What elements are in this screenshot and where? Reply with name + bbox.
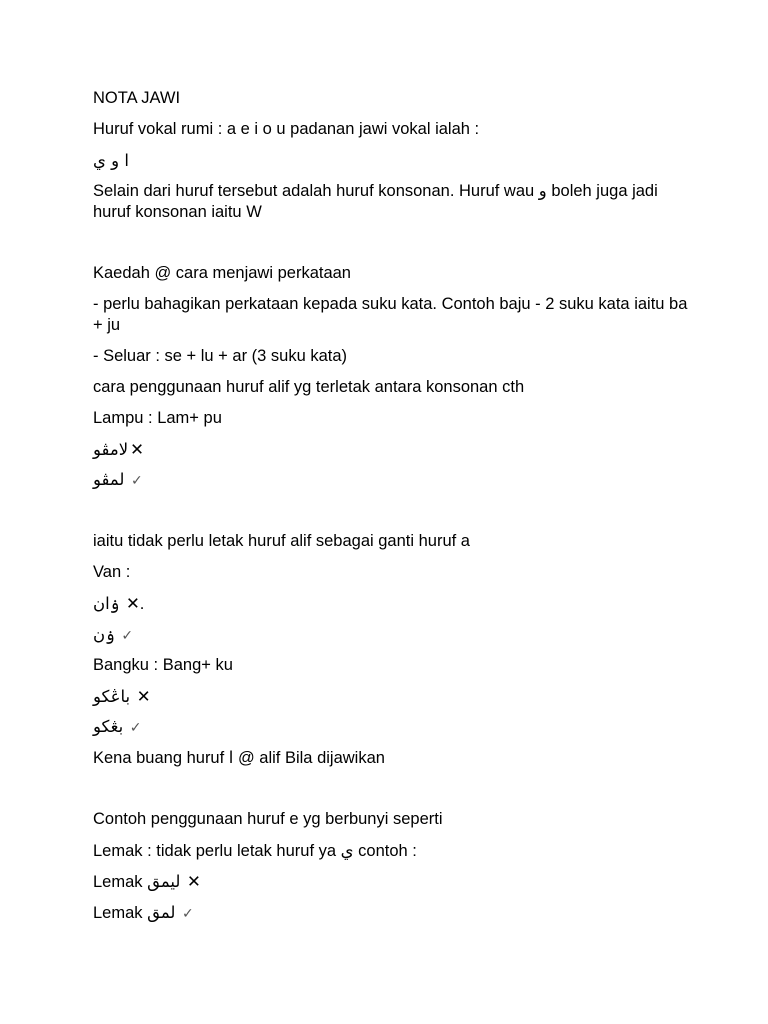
document-title: NOTA JAWI — [93, 89, 181, 107]
cross-icon: ✕ — [187, 872, 201, 891]
check-icon: ✓ — [182, 906, 194, 922]
bangku-label: Bangku : Bang+ ku — [93, 656, 233, 674]
jawi-bangku-wrong: باڠكو — [93, 687, 131, 706]
cross-icon: ✕ — [136, 687, 151, 706]
alif-rule: cara penggunaan huruf alif yg terletak antara konsonan cth — [93, 378, 525, 396]
jawi-lampu-right: لمڤو — [93, 470, 125, 489]
lampu-right-row — [93, 469, 693, 492]
no-alif-note: iaitu tidak perlu letak huruf alif sebagai ganti huruf a — [93, 532, 470, 550]
check-icon: ✓ — [121, 628, 134, 644]
cross-icon: ✕ — [125, 594, 140, 613]
consonant-note-part1: Selain dari huruf tersebut adalah huruf konsonan. Huruf wau — [93, 182, 539, 200]
lemak-right-row — [93, 902, 693, 925]
method-heading: Kaedah @ cara menjawi perkataan — [93, 264, 351, 282]
lemak-wrong-label: Lemak — [93, 873, 148, 891]
consonant-note-part2: boleh juga jadi huruf konsonan iaitu W — [93, 182, 658, 221]
check-icon: ✓ — [129, 720, 142, 736]
cross-icon: ✕ — [130, 440, 144, 459]
van-wrong-suffix: . — [139, 595, 145, 613]
bangku-wrong-row — [93, 686, 693, 708]
check-icon: ✓ — [131, 473, 143, 489]
lemak-wrong-row — [93, 871, 693, 893]
vowel-letters — [93, 150, 693, 172]
jawi-bangku-right: بڠكو — [93, 717, 124, 736]
rule-syllable: - perlu bahagikan perkataan kepada suku kata. Contoh baju - 2 suku kata iaitu ba + ju — [93, 295, 688, 334]
vowel-intro: Huruf vokal rumi : a e i o u padanan jawi vokal ialah : — [93, 120, 480, 138]
lampu-label: Lampu : Lam+ pu — [93, 409, 222, 427]
lemak-right-label: Lemak — [93, 904, 148, 922]
jawi-alif: ا — [228, 748, 234, 767]
drop-alif-part1: Kena buang huruf — [93, 749, 229, 767]
drop-alif-part2: @ alif Bila dijawikan — [233, 749, 385, 767]
lampu-wrong-row — [93, 439, 693, 461]
rule-seluar: - Seluar : se + lu + ar (3 suku kata) — [93, 347, 348, 365]
van-label: Van : — [93, 563, 131, 581]
jawi-ya: ي — [340, 841, 354, 860]
van-right-row — [93, 624, 693, 647]
consonant-note — [93, 180, 693, 223]
bangku-right-row — [93, 716, 693, 739]
lemak-rule-part1: Lemak : tidak perlu letak huruf ya — [93, 842, 341, 860]
lemak-rule — [93, 840, 693, 862]
jawi-wau: و — [538, 181, 547, 200]
jawi-lampu-wrong: لامڤو — [93, 440, 129, 459]
e-heading: Contoh penggunaan huruf e yg berbunyi seperti — [93, 810, 443, 828]
drop-alif-note — [93, 747, 693, 769]
jawi-lemak-right: لمق — [147, 903, 176, 922]
lemak-rule-part2: contoh : — [353, 842, 417, 860]
van-wrong-row — [93, 593, 693, 615]
jawi-van-wrong: ۏان — [93, 594, 120, 613]
jawi-lemak-wrong: ليمق — [147, 872, 181, 891]
jawi-van-right: ۏن — [93, 625, 115, 644]
jawi-vowel-letters: ا و ي — [93, 151, 129, 170]
